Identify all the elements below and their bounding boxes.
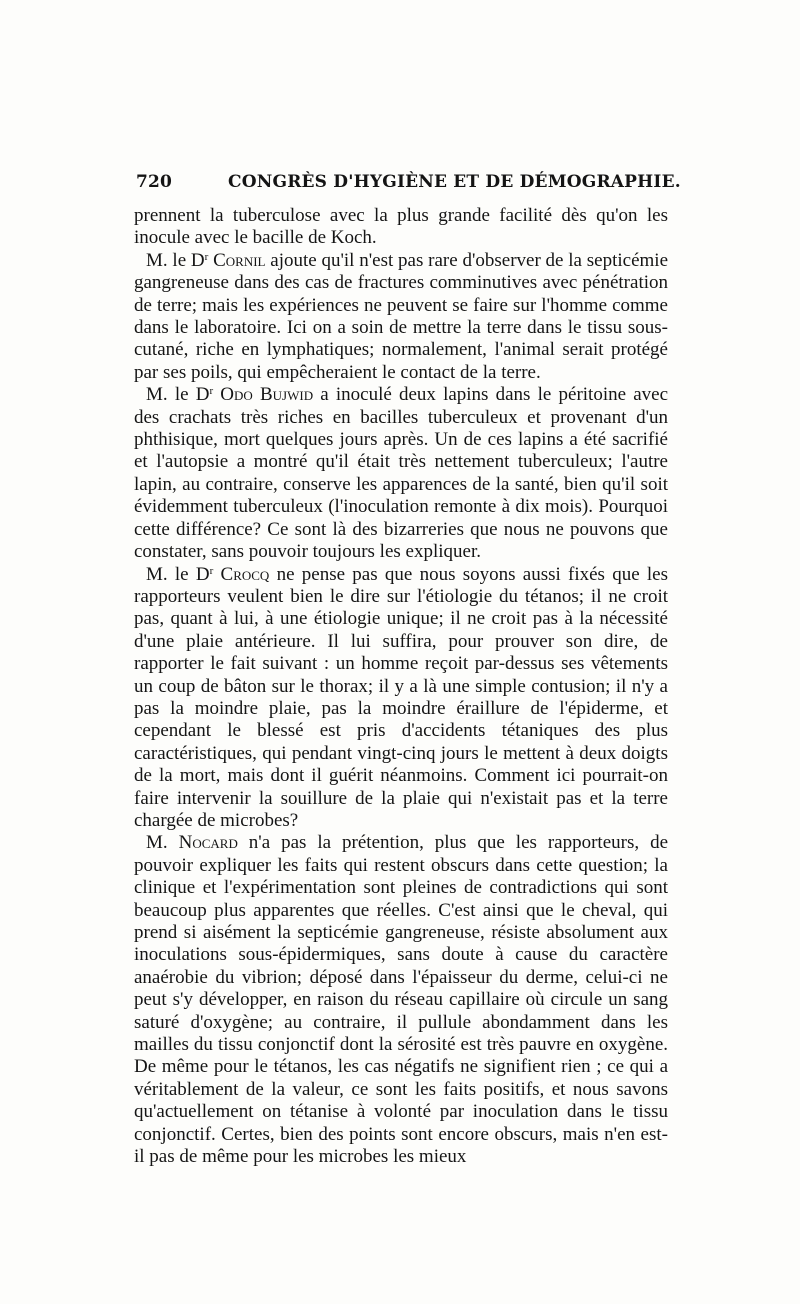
speaker-name: Odo Bujwid [220, 384, 314, 406]
speaker-prefix: M. [146, 832, 179, 854]
paragraph-text: n'a pas la prétention, plus que les rapporteurs, de pouvoir expliquer les faits qui restent obscurs dans cette question; la clinique et l'expérimentation sont pleines de contradictions qui sont beaucoup plus apparentes que réelles. C'est ainsi que le cheval, qui prend si aisément la septicémie gangreneuse, résiste absolument aux inoculations sous-épidermiques, sans doute à cause du caractère anaérobie du vibrion; déposé dans l'épaisseur du derme, celui-ci ne peut s'y développer, en raison du réseau capillaire où circule un sang saturé d'oxygène; au contraire, il pullule abondamment dans les mailles du tissu conjonctif dont la sérosité est très pauvre en oxygène. De même pour le tétanos, les cas négatifs ne signifient rien ; ce qui a véritablement de la valeur, ce sont les faits positifs, et nous savons qu'actuellement on tétanise à volonté par inoculation dans le tissu conjonctif. Certes, bien des points sont encore obscurs, mais n'en est-il pas de même pour les microbes les mieux [134, 832, 668, 1168]
speaker-name: Crocq [220, 563, 270, 585]
paragraph-text: ne pense pas que nous soyons aussi fixés que les rapporteurs veulent bien le dire sur l'étiologie du tétanos; il ne croit pas, quant à lui, à une étiologie unique; il ne croit pas à la nécessité d'une plaie antérieure. Il lui suffira, pour prouver son dire, de rapporter le fait suivant : un homme reçoit par-dessus ses vêtements un coup de bâton sur le thorax; il y a là une simple contusion; il n'y a pas la moindre plaie, pas la moindre éraillure de l'épiderme, et cependant le blessé est pris d'accidents tétaniques des plus caractéristiques, qui pendant vingt-cinq jours le mettent à deux doigts de la mort, mais dont il guérit néanmoins. Comment ici pourrait-on faire intervenir la souillure de la plaie qui n'existait pas et la terre chargée de microbes? [134, 563, 669, 831]
paragraph-nocard [134, 832, 668, 1168]
speaker-prefix: M. le D [146, 249, 205, 271]
body-text [134, 205, 668, 1168]
page-header [136, 172, 681, 198]
title-superscript: r [209, 564, 214, 577]
paragraph-text: prennent la tuberculose avec la plus grande facilité dès qu'on les inocule avec le bacille de Koch. [134, 205, 668, 249]
running-title: CONGRÈS D'HYGIÈNE ET DE DÉMOGRAPHIE. [228, 172, 681, 192]
paragraph-bujwid [134, 384, 668, 563]
page-number: 720 [136, 172, 173, 192]
speaker-name: Nocard [178, 832, 238, 854]
speaker-prefix: M. le D [146, 384, 210, 406]
paragraph-crocq [134, 564, 668, 833]
paragraph-cornil [134, 250, 668, 384]
speaker-name: Cornil [213, 249, 266, 271]
paragraph-continuation [134, 205, 668, 250]
paragraph-text: ajoute qu'il n'est pas rare d'observer de la septicémie gangreneuse dans des cas de fractures comminutives avec pénétration de terre; mais les expériences ne peuvent se faire sur l'homme comme dans le laboratoire. Ici on a soin de mettre la terre dans le tissu sous-cutané, riche en lymphatiques; normalement, l'animal serait protégé par ses poils, qui empêcheraient le contact de la terre. [134, 249, 668, 383]
paragraph-text: a inoculé deux lapins dans le péritoine avec des crachats très riches en bacilles tuberculeux et provenant d'un phthisique, mort quelques jours après. Un de ces lapins a été sacrifié et l'autopsie a montré qu'il était très nettement tuberculeux; l'autre lapin, au contraire, conserve les apparences de la santé, bien qu'il soit évidemment tuberculeux (l'inoculation remonte à dix mois). Pourquoi cette différence? Ce sont là des bizarreries que nous ne pouvons que constater, sans pouvoir toujours les expliquer. [134, 384, 669, 563]
title-superscript: r [204, 250, 209, 263]
speaker-prefix: M. le D [146, 563, 210, 585]
title-superscript: r [209, 385, 214, 398]
